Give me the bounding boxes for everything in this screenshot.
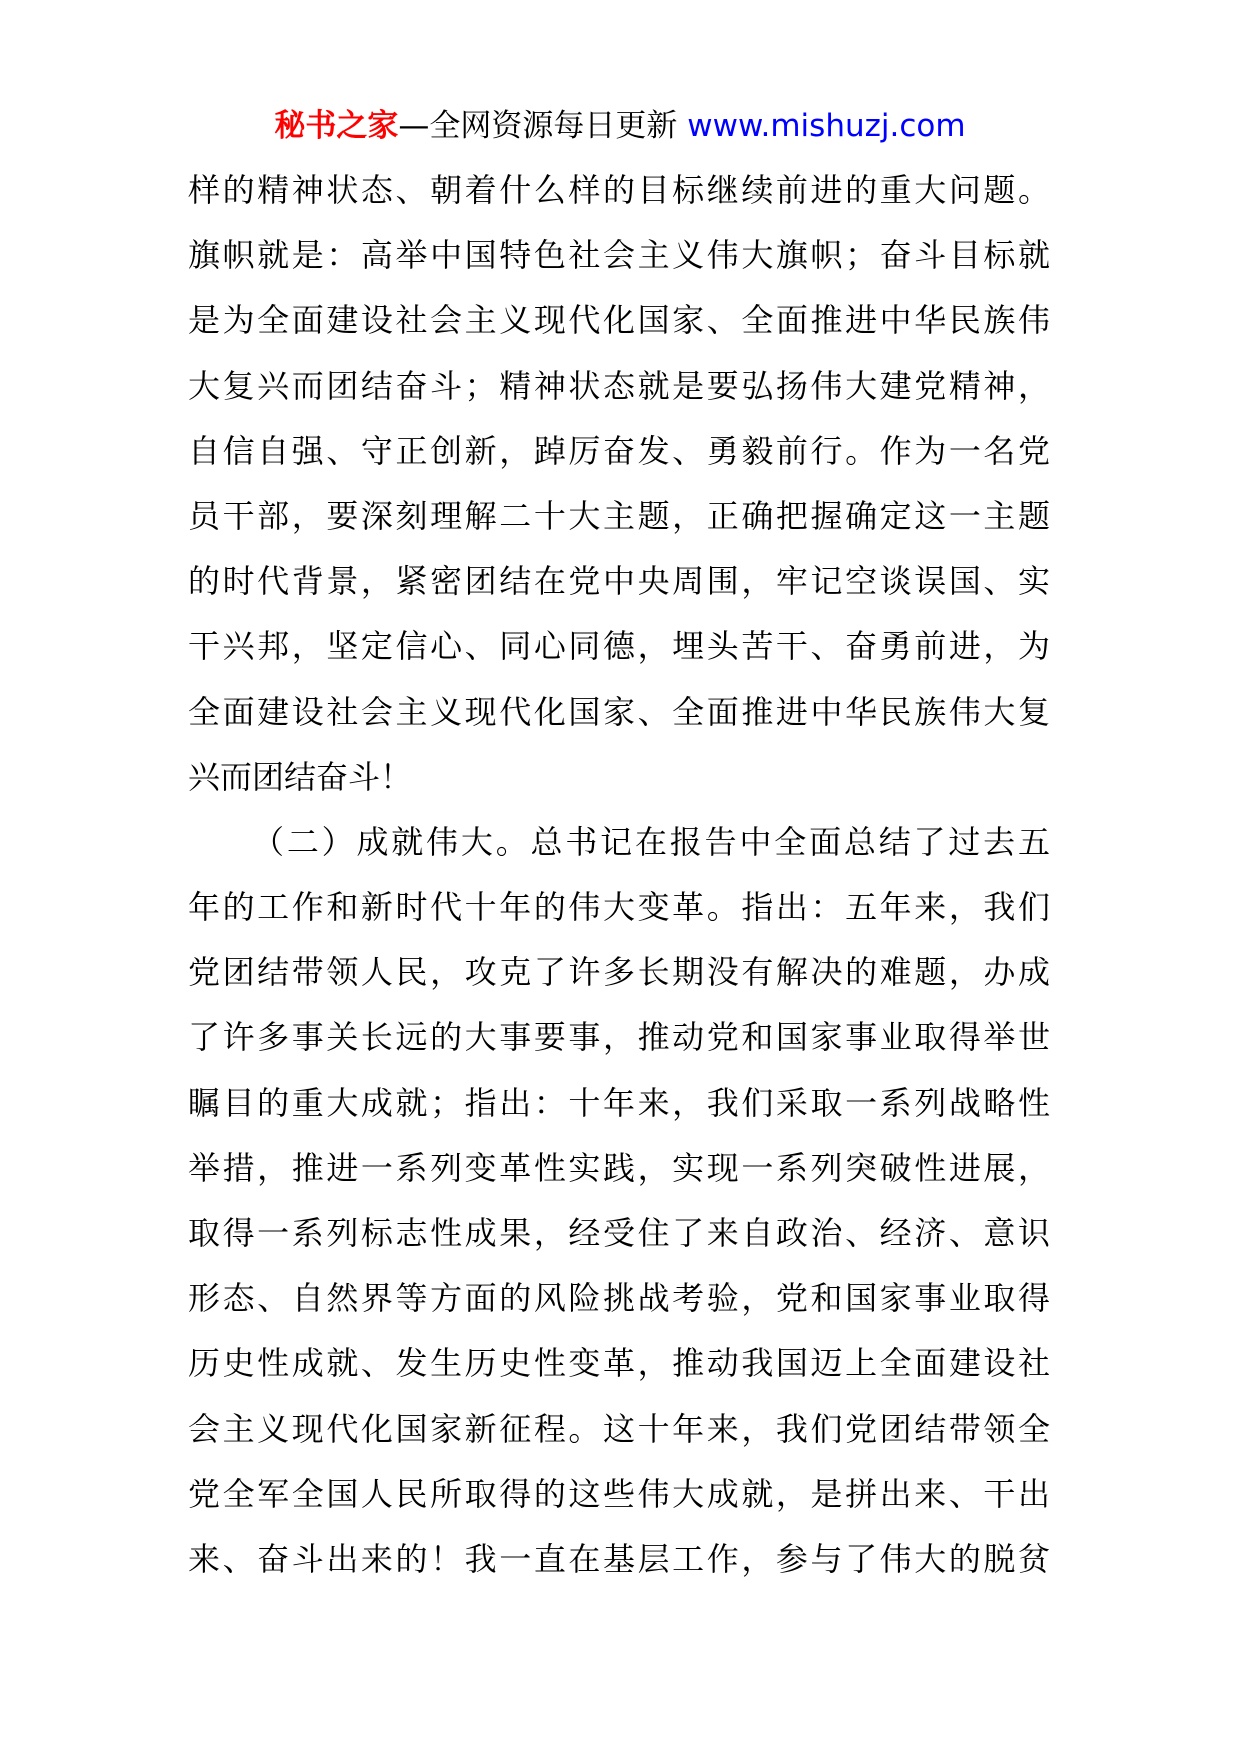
text-line: 样的精神状态、朝着什么样的目标继续前进的重大问题。 <box>188 171 1050 209</box>
text-line: 员干部，要深刻理解二十大主题，正确把握确定这一主题 <box>188 496 1050 535</box>
site-brand: 秘书之家 <box>274 108 399 144</box>
text-line: 全面建设社会主义现代化国家、全面推进中华民族伟大复 <box>188 692 1050 731</box>
site-header <box>0 104 1240 148</box>
text-line: 的时代背景，紧密团结在党中央周围，牢记空谈误国、实 <box>188 562 1050 601</box>
text-line: 形态、自然界等方面的风险挑战考验，党和国家事业取得 <box>188 1279 1050 1318</box>
text-line: 举措，推进一系列变革性实践，实现一系列突破性进展， <box>188 1148 1050 1187</box>
text-line: 来、奋斗出来的！我一直在基层工作，参与了伟大的脱贫 <box>188 1539 1050 1578</box>
text-line: 是为全面建设社会主义现代化国家、全面推进中华民族伟 <box>188 301 1050 340</box>
site-tagline: —全网资源每日更新 <box>398 108 688 144</box>
text-line: 了许多事关长远的大事要事，推动党和国家事业取得举世 <box>188 1018 1050 1057</box>
document-body <box>188 158 1050 1592</box>
text-line: 旗帜就是：高举中国特色社会主义伟大旗帜；奋斗目标就 <box>188 236 1050 275</box>
text-line: 干兴邦，坚定信心、同心同德，埋头苦干、奋勇前进，为 <box>188 627 1050 666</box>
text-line: 年的工作和新时代十年的伟大变革。指出：五年来，我们 <box>188 888 1050 927</box>
paragraph-start-line: （二）成就伟大。总书记在报告中全面总结了过去五 <box>252 822 1050 861</box>
text-line: 历史性成就、发生历史性变革，推动我国迈上全面建设社 <box>188 1344 1050 1383</box>
paragraph-end-line: 兴而团结奋斗！ <box>188 757 413 796</box>
text-line: 党团结带领人民，攻克了许多长期没有解决的难题，办成 <box>188 953 1050 992</box>
text-line: 瞩目的重大成就；指出：十年来，我们采取一系列战略性 <box>188 1083 1050 1122</box>
text-line: 自信自强、守正创新，踔厉奋发、勇毅前行。作为一名党 <box>188 431 1050 470</box>
site-url[interactable]: www.mishuzj.com <box>687 108 966 144</box>
text-line: 取得一系列标志性成果，经受住了来自政治、经济、意识 <box>188 1214 1050 1252</box>
text-line: 大复兴而团结奋斗；精神状态就是要弘扬伟大建党精神， <box>188 366 1050 405</box>
text-line: 党全军全国人民所取得的这些伟大成就，是拼出来、干出 <box>188 1474 1050 1513</box>
text-line: 会主义现代化国家新征程。这十年来，我们党团结带领全 <box>188 1409 1050 1448</box>
